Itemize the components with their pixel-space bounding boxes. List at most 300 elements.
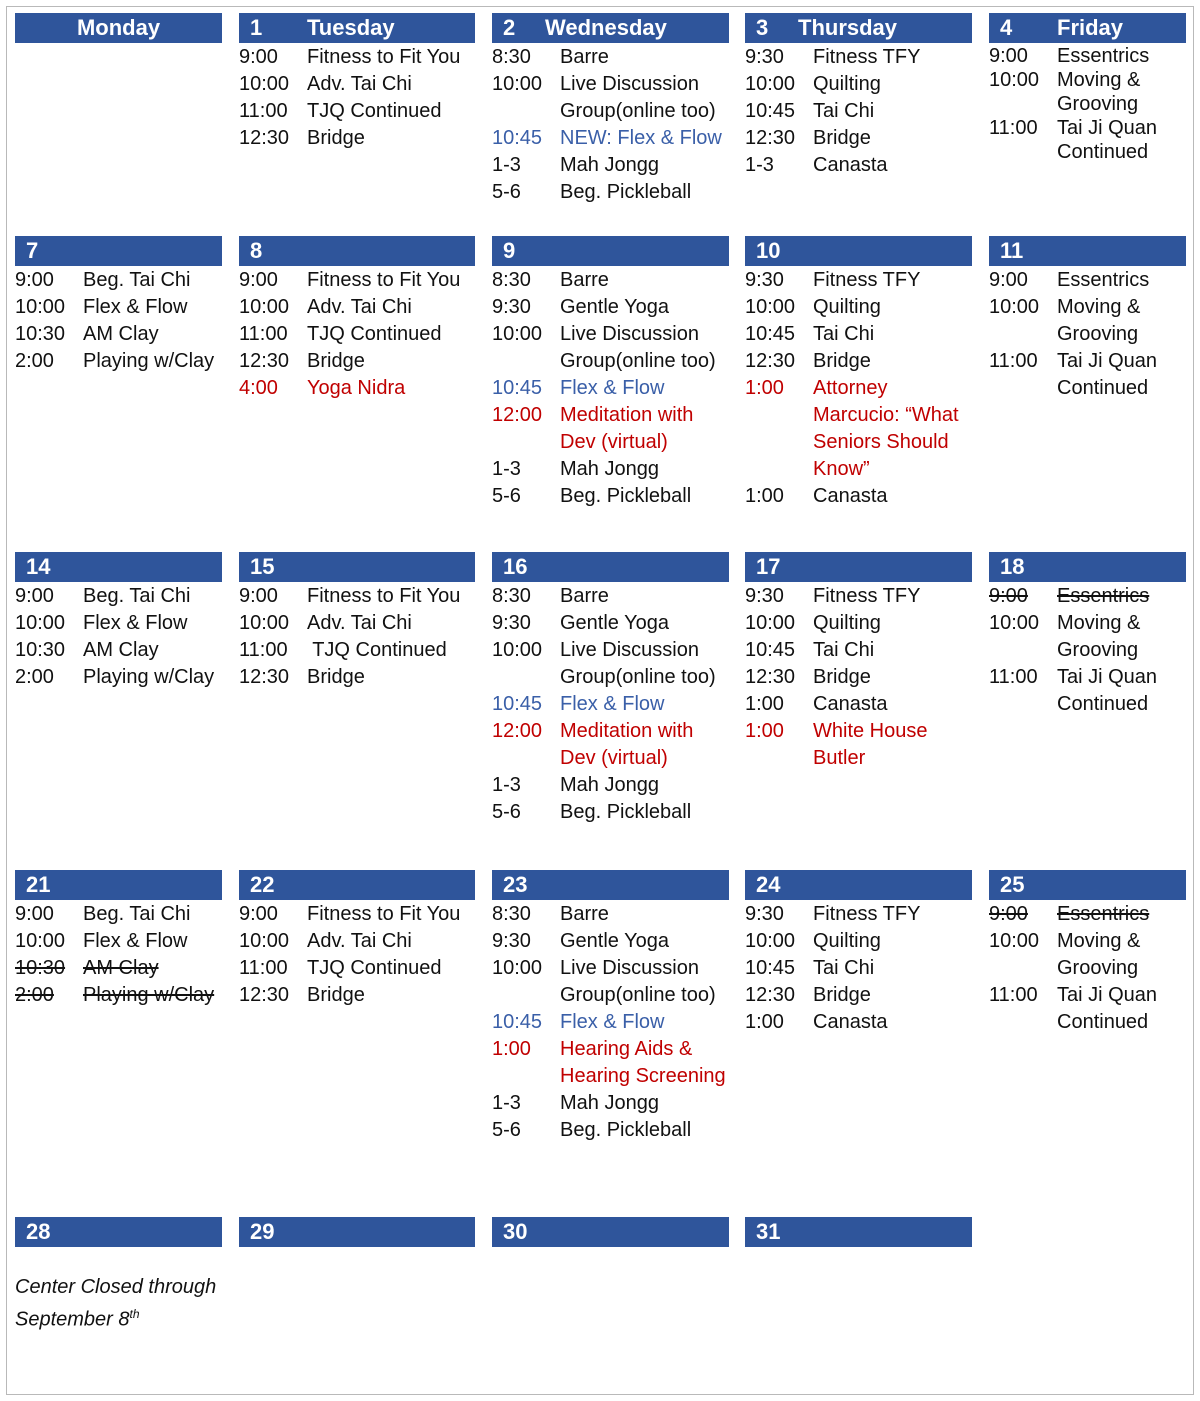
activity: Beg. Pickleball: [560, 1119, 692, 1141]
activity: Mah Jongg: [560, 774, 659, 796]
activity: TJQ Continued: [307, 957, 442, 979]
activity: Essentrics: [1057, 903, 1150, 925]
activity: Fitness to Fit You: [307, 585, 461, 607]
time: 10:00: [239, 73, 290, 95]
day-number: 1: [250, 15, 263, 40]
time: 12:00: [492, 720, 543, 742]
time: 10:00: [745, 612, 796, 634]
activity: Quilting: [813, 612, 881, 634]
activity: Bridge: [307, 127, 365, 149]
schedule-entry: [989, 348, 1186, 402]
activity: Bridge: [307, 984, 365, 1006]
time: 1:00: [745, 377, 784, 399]
schedule-list: [745, 583, 972, 772]
time: 10:00: [492, 323, 543, 345]
activity: Tai Chi: [813, 323, 875, 345]
schedule-entry: [745, 664, 972, 691]
day-number: 18: [1000, 554, 1025, 579]
schedule-entry: [492, 267, 729, 294]
schedule-entry: [989, 267, 1186, 294]
schedule-entry: [492, 610, 729, 637]
day-header: [492, 236, 729, 266]
activity: Gentle Yoga: [560, 930, 669, 952]
day-number: 8: [250, 238, 263, 263]
activity: Quilting: [813, 296, 881, 318]
activity: Beg. Pickleball: [560, 485, 692, 507]
day-number: 2: [503, 15, 516, 40]
time: 10:45: [745, 100, 796, 122]
time: 10:00: [745, 73, 796, 95]
day-name: Wednesday: [545, 15, 667, 40]
time: 10:00: [745, 296, 796, 318]
day-header: [15, 1217, 222, 1247]
time: 1:00: [745, 485, 784, 507]
activity: Moving & Grooving: [1057, 930, 1141, 979]
schedule-entry-special: [492, 1036, 729, 1090]
schedule-entry-special: [492, 718, 729, 772]
day-name: Thursday: [798, 15, 898, 40]
time: 10:00: [492, 957, 543, 979]
schedule-entry: [15, 583, 222, 610]
time: 9:00: [15, 903, 54, 925]
day-header: [15, 552, 222, 582]
schedule-entry-cancelled: [989, 901, 1186, 928]
activity: Yoga Nidra: [307, 377, 406, 399]
schedule-entry: [492, 294, 729, 321]
time: 10:00: [492, 73, 543, 95]
schedule-entry: [15, 664, 222, 691]
day-number: 22: [250, 872, 275, 897]
schedule-entry: [745, 98, 972, 125]
time: 1:00: [745, 720, 784, 742]
activity: Adv. Tai Chi: [307, 73, 412, 95]
time: 10:45: [492, 377, 543, 399]
day-header: [989, 13, 1186, 43]
schedule-entry: [492, 1117, 729, 1144]
day-number: 30: [503, 1219, 528, 1244]
schedule-entry: [239, 637, 475, 664]
closure-note-suffix: th: [129, 1307, 140, 1321]
activity: Beg. Pickleball: [560, 181, 692, 203]
activity: Flex & Flow: [83, 612, 188, 634]
schedule-entry: [492, 152, 729, 179]
schedule-entry: [239, 928, 475, 955]
time: 10:45: [492, 1011, 543, 1033]
day-header: [15, 13, 222, 43]
day-number: 24: [756, 872, 781, 897]
day-number: 31: [756, 1219, 781, 1244]
schedule-list: [492, 901, 729, 1144]
day-name: Friday: [1057, 15, 1124, 40]
day-header: [492, 13, 729, 43]
day-number: 21: [26, 872, 51, 897]
schedule-entry: [492, 583, 729, 610]
time: 2:00: [15, 666, 54, 688]
schedule-entry: [989, 664, 1186, 718]
schedule-entry: [745, 321, 972, 348]
schedule-list: [989, 583, 1186, 718]
schedule-entry-cancelled: [15, 955, 222, 982]
time: 9:30: [745, 269, 784, 291]
schedule-entry: [745, 982, 972, 1009]
schedule-entry: [15, 610, 222, 637]
schedule-entry: [745, 1009, 972, 1036]
schedule-entry: [239, 98, 475, 125]
schedule-entry: [239, 901, 475, 928]
schedule-entry-special: [745, 375, 972, 483]
schedule-entry: [745, 583, 972, 610]
schedule-list: [239, 583, 475, 691]
time: 10:45: [492, 693, 543, 715]
schedule-entry: [492, 44, 729, 71]
schedule-entry-new: [492, 1009, 729, 1036]
activity: Quilting: [813, 73, 881, 95]
time: 10:45: [745, 639, 796, 661]
time: 10:00: [989, 930, 1040, 952]
schedule-entry: [989, 982, 1186, 1036]
day-number: 23: [503, 872, 528, 897]
time: 10:00: [239, 612, 290, 634]
time: 5-6: [492, 485, 521, 507]
activity: Adv. Tai Chi: [307, 930, 412, 952]
time: 4:00: [239, 377, 278, 399]
schedule-entry: [745, 637, 972, 664]
time: 5-6: [492, 1119, 521, 1141]
time: 12:30: [239, 127, 290, 149]
schedule-entry-cancelled: [989, 583, 1186, 610]
time: 9:00: [989, 903, 1028, 925]
schedule-list: [989, 267, 1186, 402]
time: 11:00: [989, 350, 1038, 372]
time: 9:30: [492, 296, 531, 318]
time: 9:30: [492, 612, 531, 634]
activity: Adv. Tai Chi: [307, 612, 412, 634]
time: 10:30: [15, 323, 66, 345]
schedule-entry: [745, 267, 972, 294]
schedule-entry-cancelled: [15, 982, 222, 1009]
time: 5-6: [492, 801, 521, 823]
activity: Hearing Aids & Hearing Screening: [560, 1038, 726, 1087]
day-header: [15, 870, 222, 900]
time: 9:30: [745, 585, 784, 607]
day-number: 25: [1000, 872, 1025, 897]
time: 12:30: [239, 350, 290, 372]
activity: Barre: [560, 46, 609, 68]
schedule-entry-special: [745, 718, 972, 772]
schedule-entry: [239, 321, 475, 348]
activity: Canasta: [813, 154, 888, 176]
schedule-entry: [745, 928, 972, 955]
time: 1-3: [492, 458, 521, 480]
schedule-entry-new: [492, 375, 729, 402]
time: 10:00: [15, 930, 66, 952]
time: 10:00: [15, 296, 66, 318]
day-number: 7: [26, 238, 39, 263]
schedule-entry: [15, 928, 222, 955]
day-number: 4: [1000, 15, 1013, 40]
day-number: 3: [756, 15, 769, 40]
schedule-entry: [492, 955, 729, 1009]
activity: Flex & Flow: [560, 377, 665, 399]
schedule-list: [745, 901, 972, 1036]
schedule-entry: [492, 71, 729, 125]
activity: Meditation with Dev (virtual): [560, 720, 694, 769]
schedule-entry: [745, 348, 972, 375]
schedule-entry: [745, 71, 972, 98]
day-header: [239, 236, 475, 266]
day-header: [989, 552, 1186, 582]
activity: Flex & Flow: [83, 296, 188, 318]
activity: Quilting: [813, 930, 881, 952]
schedule-entry: [745, 125, 972, 152]
schedule-entry: [989, 116, 1186, 164]
time: 1-3: [492, 774, 521, 796]
day-number: 10: [756, 238, 781, 263]
activity: Canasta: [813, 485, 888, 507]
schedule-list: [239, 267, 475, 402]
activity: Gentle Yoga: [560, 612, 669, 634]
activity: Fitness to Fit You: [307, 269, 461, 291]
activity: Tai Ji Quan Continued: [1057, 350, 1158, 399]
schedule-entry: [492, 799, 729, 826]
time: 11:00: [239, 100, 288, 122]
schedule-entry: [239, 982, 475, 1009]
schedule-list: [15, 901, 222, 1009]
time: 9:00: [15, 585, 54, 607]
time: 10:30: [15, 639, 66, 661]
schedule-entry: [15, 294, 222, 321]
activity: Live Discussion Group(online too): [560, 957, 716, 1006]
activity: Bridge: [813, 984, 871, 1006]
activity: Beg. Tai Chi: [83, 269, 191, 291]
time: 11:00: [239, 957, 288, 979]
day-header: [239, 13, 475, 43]
day-number: 15: [250, 554, 275, 579]
day-header: [745, 870, 972, 900]
day-header: [239, 870, 475, 900]
schedule-entry-new: [492, 691, 729, 718]
activity: Mah Jongg: [560, 458, 659, 480]
schedule-entry: [15, 348, 222, 375]
schedule-entry: [15, 267, 222, 294]
schedule-entry: [239, 348, 475, 375]
activity: Mah Jongg: [560, 154, 659, 176]
schedule-entry: [745, 44, 972, 71]
activity: Fitness TFY: [813, 585, 921, 607]
time: 10:00: [239, 296, 290, 318]
time: 9:00: [239, 585, 278, 607]
time: 1-3: [745, 154, 774, 176]
activity: Essentrics: [1057, 585, 1150, 607]
activity: Essentrics: [1057, 45, 1150, 67]
day-header: [745, 13, 972, 43]
activity: Gentle Yoga: [560, 296, 669, 318]
activity: Beg. Pickleball: [560, 801, 692, 823]
schedule-list: [745, 44, 972, 179]
activity: TJQ Continued: [307, 323, 442, 345]
schedule-entry: [745, 901, 972, 928]
schedule-entry-special: [492, 402, 729, 456]
schedule-list: [492, 44, 729, 206]
time: 11:00: [989, 666, 1038, 688]
day-number: 28: [26, 1219, 51, 1244]
day-header: [989, 870, 1186, 900]
schedule-entry: [239, 44, 475, 71]
activity: Moving & Grooving: [1057, 296, 1141, 345]
activity: Adv. Tai Chi: [307, 296, 412, 318]
time: 9:00: [989, 45, 1028, 67]
closure-note-text: Center Closed through September 8: [15, 1276, 217, 1331]
activity: Meditation with Dev (virtual): [560, 404, 694, 453]
activity: Fitness to Fit You: [307, 903, 461, 925]
schedule-entry: [989, 44, 1186, 68]
time: 12:30: [239, 984, 290, 1006]
schedule-entry: [492, 928, 729, 955]
schedule-entry: [492, 901, 729, 928]
day-header: [492, 552, 729, 582]
time: 12:30: [239, 666, 290, 688]
day-header: [239, 552, 475, 582]
time: 1-3: [492, 1092, 521, 1114]
activity: AM Clay: [83, 639, 159, 661]
activity: Fitness TFY: [813, 269, 921, 291]
day-header: [239, 1217, 475, 1247]
time: 10:30: [15, 957, 66, 979]
day-header: [989, 236, 1186, 266]
time: 10:00: [989, 69, 1040, 91]
schedule-entry: [745, 152, 972, 179]
activity: Bridge: [813, 350, 871, 372]
activity: Tai Ji Quan Continued: [1057, 117, 1158, 163]
time: 11:00: [239, 323, 288, 345]
time: 12:30: [745, 127, 796, 149]
schedule-entry: [15, 321, 222, 348]
day-header: [745, 1217, 972, 1247]
time: 10:45: [745, 957, 796, 979]
schedule-entry: [15, 637, 222, 664]
time: 11:00: [989, 117, 1038, 139]
schedule-entry-new: [492, 125, 729, 152]
activity: NEW: Flex & Flow: [560, 127, 722, 149]
schedule-entry: [989, 294, 1186, 348]
time: 1:00: [745, 693, 784, 715]
time: 12:30: [745, 984, 796, 1006]
time: 10:45: [492, 127, 543, 149]
activity: Tai Ji Quan Continued: [1057, 984, 1158, 1033]
activity: Beg. Tai Chi: [83, 585, 191, 607]
time: 9:00: [15, 269, 54, 291]
day-header: [745, 236, 972, 266]
schedule-entry: [492, 321, 729, 375]
day-name: Tuesday: [307, 15, 395, 40]
time: 9:30: [492, 930, 531, 952]
time: 10:45: [745, 323, 796, 345]
schedule-list: [239, 44, 475, 152]
activity: Mah Jongg: [560, 1092, 659, 1114]
time: 10:00: [492, 639, 543, 661]
day-header: [745, 552, 972, 582]
time: 8:30: [492, 46, 531, 68]
time: 2:00: [15, 984, 54, 1006]
time: 9:30: [745, 903, 784, 925]
activity: Live Discussion Group(online too): [560, 73, 716, 122]
activity: Bridge: [307, 666, 365, 688]
time: 10:00: [989, 612, 1040, 634]
activity: TJQ Continued: [307, 639, 447, 661]
time: 11:00: [989, 984, 1038, 1006]
time: 9:00: [989, 585, 1028, 607]
schedule-entry: [239, 664, 475, 691]
schedule-list: [492, 267, 729, 510]
schedule-entry: [492, 483, 729, 510]
activity: Fitness TFY: [813, 46, 921, 68]
schedule-entry: [745, 483, 972, 510]
time: 8:30: [492, 903, 531, 925]
activity: White House Butler: [813, 720, 928, 769]
activity: Barre: [560, 269, 609, 291]
schedule-entry: [239, 294, 475, 321]
activity: Bridge: [307, 350, 365, 372]
schedule-list: [239, 901, 475, 1009]
day-number: 14: [26, 554, 51, 579]
activity: Barre: [560, 903, 609, 925]
day-name: Monday: [76, 15, 161, 40]
day-number: 17: [756, 554, 781, 579]
time: 9:00: [239, 46, 278, 68]
activity: Essentrics: [1057, 269, 1150, 291]
schedule-list: [15, 583, 222, 691]
activity: Moving & Grooving: [1057, 612, 1141, 661]
activity: Flex & Flow: [83, 930, 188, 952]
day-number: 16: [503, 554, 528, 579]
activity: Moving & Grooving: [1057, 69, 1141, 115]
activity: Playing w/Clay: [83, 350, 215, 372]
day-number: 9: [503, 238, 516, 263]
activity: Fitness to Fit You: [307, 46, 461, 68]
time: 10:00: [745, 930, 796, 952]
schedule-entry: [492, 637, 729, 691]
time: 5-6: [492, 181, 521, 203]
time: 9:30: [745, 46, 784, 68]
time: 12:30: [745, 666, 796, 688]
activity: Live Discussion Group(online too): [560, 323, 716, 372]
time: 12:30: [745, 350, 796, 372]
activity: Tai Chi: [813, 100, 875, 122]
schedule-entry: [492, 772, 729, 799]
schedule-entry: [239, 125, 475, 152]
activity: Tai Chi: [813, 957, 875, 979]
activity: Beg. Tai Chi: [83, 903, 191, 925]
schedule-list: [745, 267, 972, 510]
schedule-entry: [745, 955, 972, 982]
schedule-list: [492, 583, 729, 826]
schedule-entry: [239, 267, 475, 294]
time: 8:30: [492, 269, 531, 291]
day-header: [492, 870, 729, 900]
schedule-entry: [239, 610, 475, 637]
closure-note: [15, 1274, 222, 1334]
time: 9:00: [239, 903, 278, 925]
schedule-entry: [15, 901, 222, 928]
time: 1:00: [745, 1011, 784, 1033]
time: 9:00: [989, 269, 1028, 291]
activity: Fitness TFY: [813, 903, 921, 925]
schedule-list: [15, 267, 222, 375]
day-number: 29: [250, 1219, 275, 1244]
activity: Playing w/Clay: [83, 984, 215, 1006]
activity: Tai Chi: [813, 639, 875, 661]
activity: Playing w/Clay: [83, 666, 215, 688]
